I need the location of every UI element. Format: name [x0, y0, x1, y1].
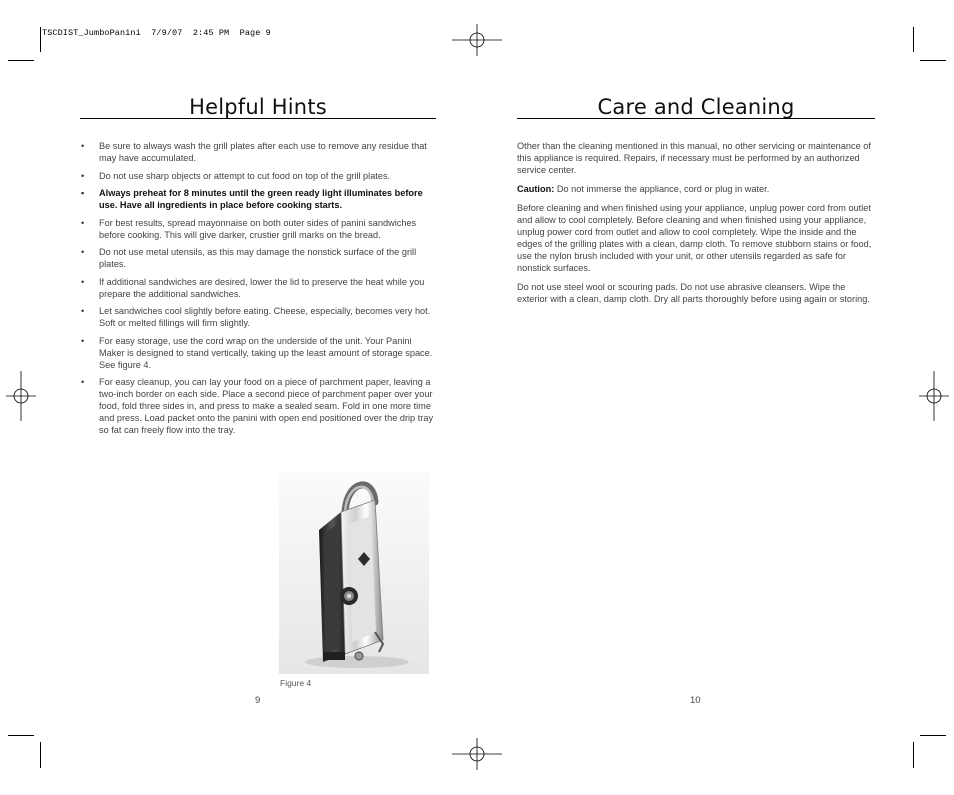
- crop-mark: [920, 60, 946, 61]
- figure-caption: Figure 4: [280, 678, 312, 688]
- bullet: •: [81, 377, 85, 387]
- crop-mark: [8, 735, 34, 736]
- caution-label: Caution:: [517, 184, 555, 194]
- hints-list: [80, 140, 436, 442]
- bullet: •: [81, 335, 85, 346]
- crop-mark: [40, 27, 41, 52]
- registration-mark-left: [6, 371, 36, 421]
- hint-text: For easy storage, use the cord wrap on the underside of the unit. Your Panini Maker is designed to stand vertically, taking up the least amount of storage space. See figure 4.: [99, 335, 433, 370]
- hint-text: Do not use metal utensils, as this may damage the nonstick surface of the grill plates.: [99, 247, 417, 269]
- list-item: [80, 140, 436, 164]
- caution-text: Do not immerse the appliance, cord or plug in water.: [554, 184, 770, 194]
- list-item: [80, 170, 436, 182]
- hint-text: If additional sandwiches are desired, lower the lid to preserve the heat while you prepare the additional sandwiches.: [99, 276, 425, 299]
- page-number-right: 10: [690, 695, 701, 706]
- intro-paragraph: Other than the cleaning mentioned in this manual, no other servicing or maintenance of this appliance is required. Repairs, if necessary must be performed by an authorized service center.: [517, 141, 871, 175]
- printer-slug-line: TSCDIST_JumboPanini 7/9/07 2:45 PM Page 9: [42, 28, 271, 38]
- care-and-cleaning-body: [517, 140, 877, 312]
- caution-paragraph: [517, 183, 877, 195]
- page-title: Care and Cleaning: [597, 95, 795, 119]
- crop-mark: [8, 60, 34, 61]
- list-item: [80, 305, 436, 329]
- crop-mark: [920, 735, 946, 736]
- registration-mark-bottom: [452, 738, 502, 770]
- cleaning-paragraph: Before cleaning and when finished using your appliance, unplug power cord from outlet and allow to cool completely. Before cleaning and when finished using your appliance, unplug power cord from outlet and allow to cool completely. Wipe the inside and the edges of the grilling plates with a clean, damp cloth. To remove stubborn stains or food, use the nylon brush included with your unit, or other utensils regarded as safe for nonstick surfaces.: [517, 203, 872, 273]
- bullet: •: [81, 247, 85, 257]
- helpful-hints-heading: [80, 94, 436, 119]
- list-item: [80, 276, 436, 300]
- bullet: •: [81, 188, 85, 198]
- bullet: •: [81, 306, 85, 316]
- list-item: [80, 217, 436, 241]
- hint-text: Do not use sharp objects or attempt to cut food on top of the grill plates.: [99, 170, 391, 181]
- exterior-paragraph: Do not use steel wool or scouring pads. Do not use abrasive cleansers. Wipe the exterior with a clean, damp cloth. Dry all parts thoroughly before using again or storing.: [517, 282, 870, 304]
- bullet: •: [81, 141, 85, 151]
- hint-text: For easy cleanup, you can lay your food on a piece of parchment paper, leaving a two-inch border on each side. Place a second piece of parchment paper over your food, fold three sides in, and press to make a sealed seam. Fold in one more time and press. Load packet onto the panini with open end positioned over the drip tray so fat can freely flow into the tray.: [99, 377, 434, 435]
- bullet: •: [81, 170, 85, 181]
- hint-text: Let sandwiches cool slightly before eating. Cheese, especially, becomes very hot. Soft or melted fillings will firm slightly.: [99, 306, 431, 328]
- crop-mark: [40, 742, 41, 768]
- page-number-left: 9: [255, 695, 261, 706]
- panini-maker-photo: [279, 472, 429, 674]
- list-item: [80, 246, 436, 270]
- list-item: [80, 335, 436, 371]
- list-item: [80, 376, 436, 436]
- hint-text: For best results, spread mayonnaise on both outer sides of panini sandwiches before cooking. This will give darker, crustier grill marks on the bread.: [99, 217, 417, 240]
- hint-text: Always preheat for 8 minutes until the green ready light illuminates before use. Have all ingredients in place before cooking starts.: [99, 188, 423, 210]
- list-item: [80, 187, 436, 211]
- bullet: •: [81, 276, 85, 287]
- care-and-cleaning-heading: [517, 94, 875, 119]
- crop-mark: [913, 742, 914, 768]
- hint-text: Be sure to always wash the grill plates after each use to remove any residue that may have accumulated.: [99, 141, 427, 163]
- registration-mark-right: [919, 371, 949, 421]
- crop-mark: [913, 27, 914, 52]
- registration-mark-top: [452, 24, 502, 56]
- bullet: •: [81, 217, 85, 228]
- page-title: Helpful Hints: [189, 95, 327, 119]
